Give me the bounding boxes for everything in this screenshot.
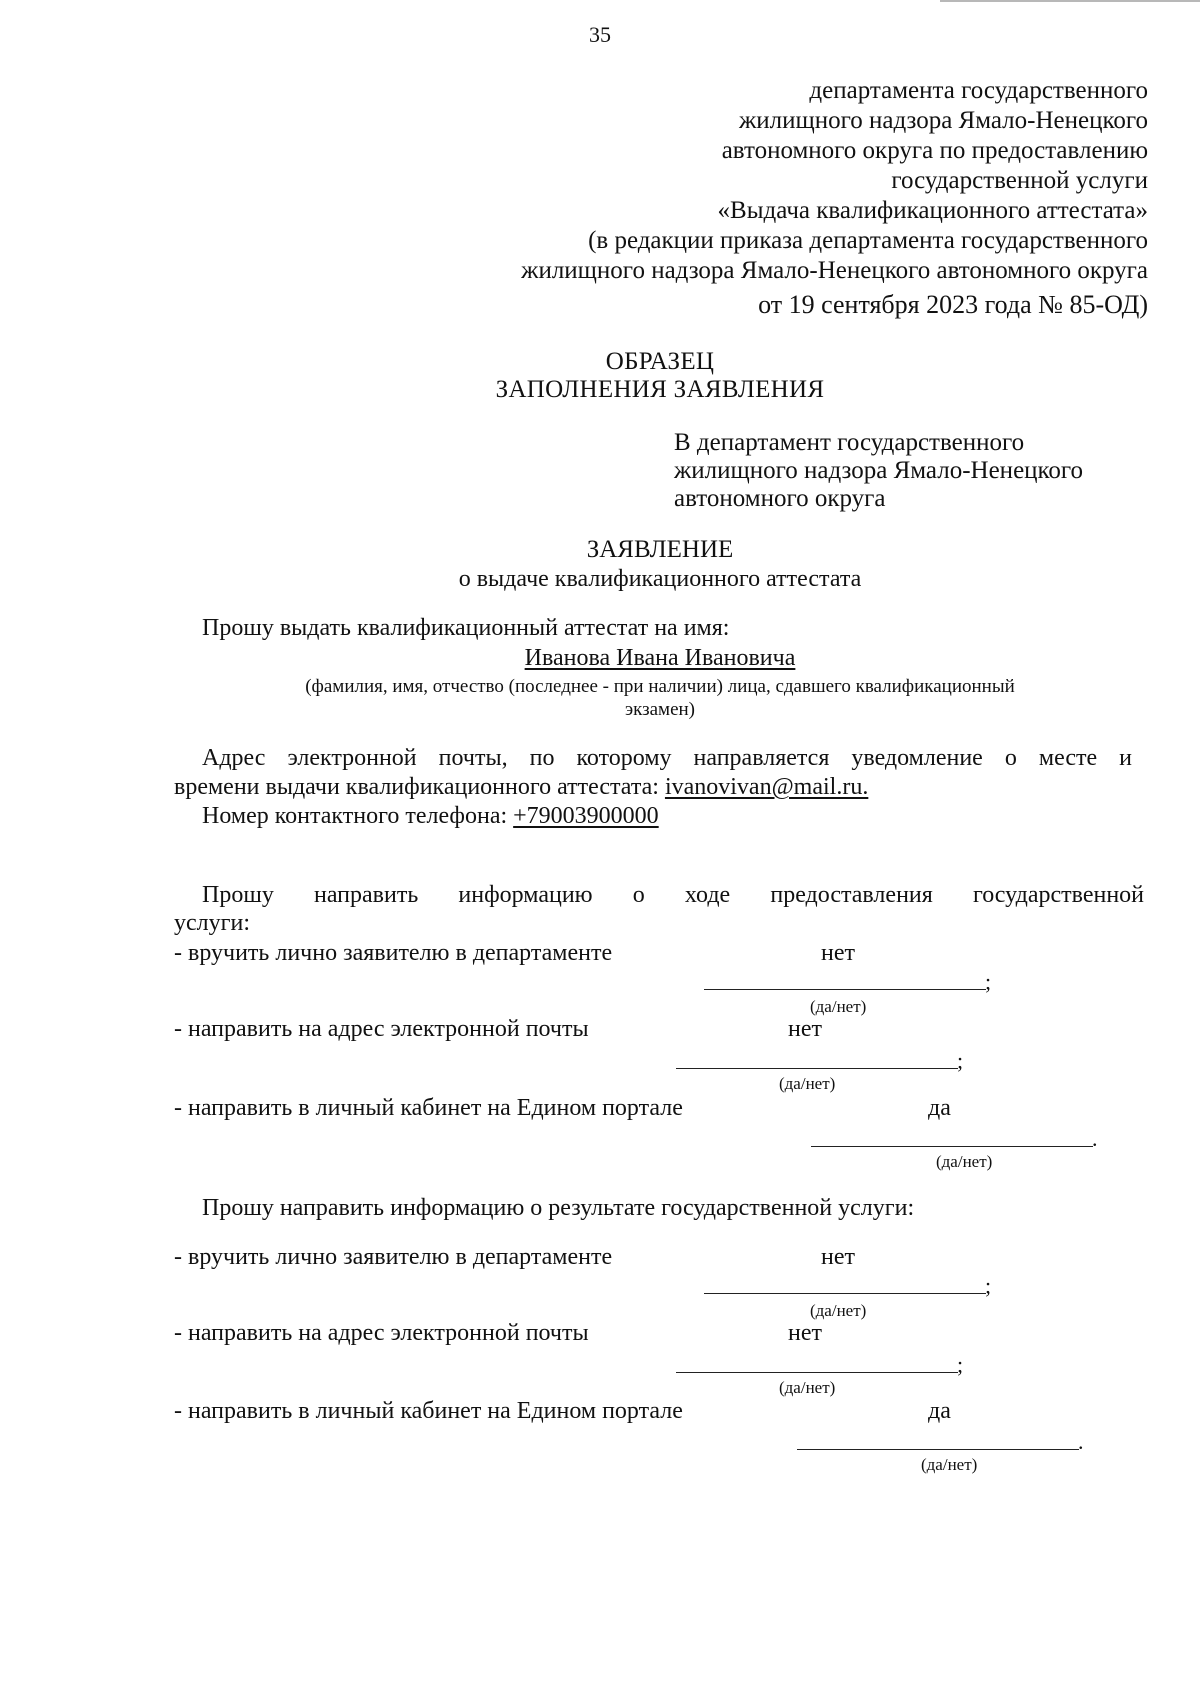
answer-underline [704, 1293, 986, 1294]
header-line: (в редакции приказа департамента государственного [588, 227, 1148, 254]
result-option-label: - вручить лично заявителю в департаменте [174, 1244, 613, 1270]
application-subtitle: о выдаче квалификационного аттестата [458, 566, 862, 592]
progress-intro: услуги: [174, 910, 250, 936]
answer-underline [797, 1449, 1079, 1450]
answer-punctuation: ; [985, 1273, 992, 1298]
phone-label: Номер контактного телефона: [202, 803, 508, 829]
result-option-value: да [928, 1398, 951, 1424]
addressee-line: В департамент государственного [674, 429, 1025, 456]
order-reference-block [521, 76, 1148, 320]
answer-caption: (да/нет) [810, 997, 867, 1016]
progress-option-label: - направить на адрес электронной почты [174, 1016, 589, 1042]
header-line: жилищного надзора Ямало-Ненецкого [738, 107, 1148, 134]
progress-option-value: да [928, 1095, 951, 1121]
progress-option-label: - вручить лично заявителю в департаменте [174, 940, 613, 966]
header-line: жилищного надзора Ямало-Ненецкого автономного округа [521, 257, 1148, 284]
progress-option-value: нет [788, 1016, 822, 1042]
name-caption-line: экзамен) [624, 699, 696, 720]
answer-punctuation: ; [957, 1352, 964, 1377]
answer-underline [676, 1372, 958, 1373]
sample-title-line: ОБРАЗЕЦ [605, 348, 715, 375]
answer-punctuation: ; [957, 1048, 964, 1073]
phone-line [202, 803, 659, 830]
answer-caption: (да/нет) [779, 1378, 836, 1397]
result-option-value: нет [821, 1244, 855, 1270]
answer-punctuation: ; [985, 969, 992, 994]
answer-caption: (да/нет) [779, 1074, 836, 1093]
name-caption [195, 675, 1125, 721]
header-line: от 19 сентября 2023 года № 85-ОД) [758, 290, 1148, 319]
name-caption-line: (фамилия, имя, отчество (последнее - при наличии) лица, сдавшего квалификационный [305, 676, 1015, 697]
answer-caption: (да/нет) [921, 1455, 978, 1474]
progress-option-value: нет [821, 940, 855, 966]
addressee-block [674, 429, 1083, 513]
result-option-label: - направить на адрес электронной почты [174, 1320, 589, 1346]
email-value: ivanovivan@mail.ru. [664, 774, 869, 800]
email-text-line: Адрес электронной почты, по которому направляется уведомление о месте и [202, 745, 1132, 771]
answer-underline [704, 989, 986, 990]
addressee-line: автономного округа [674, 485, 886, 512]
answer-underline [676, 1068, 958, 1069]
page-number: 35 [589, 22, 611, 47]
request-text: Прошу выдать квалификационный аттестат на имя: [202, 615, 730, 641]
progress-option-label: - направить в личный кабинет на Едином портале [174, 1095, 683, 1121]
header-line: департамента государственного [809, 77, 1148, 104]
result-option-value: нет [788, 1320, 822, 1346]
sample-title-line: ЗАПОЛНЕНИЯ ЗАЯВЛЕНИЯ [495, 376, 825, 403]
phone-value: +79003900000 [513, 803, 659, 829]
email-label: времени выдачи квалификационного аттестата: [174, 774, 659, 800]
answer-underline [811, 1146, 1093, 1147]
answer-caption: (да/нет) [810, 1301, 867, 1320]
sample-title [0, 348, 1200, 404]
application-title: ЗАЯВЛЕНИЕ [586, 536, 734, 563]
answer-punctuation: . [1078, 1429, 1084, 1454]
answer-punctuation: . [1092, 1126, 1098, 1151]
header-line: автономного округа по предоставлению [721, 137, 1148, 164]
header-line: государственной услуги [891, 167, 1148, 194]
email-text-line [174, 774, 868, 801]
answer-caption: (да/нет) [936, 1152, 993, 1171]
addressee-line: жилищного надзора Ямало-Ненецкого [674, 457, 1084, 484]
result-option-label: - направить в личный кабинет на Едином портале [174, 1398, 683, 1424]
progress-intro: Прошу направить информацию о ходе предоставления государственной [202, 882, 1144, 908]
scan-edge-line [940, 0, 1200, 2]
result-intro: Прошу направить информацию о результате государственной услуги: [202, 1195, 915, 1221]
applicant-name: Иванова Ивана Ивановича [524, 645, 796, 671]
header-line: «Выдача квалификационного аттестата» [717, 197, 1148, 224]
